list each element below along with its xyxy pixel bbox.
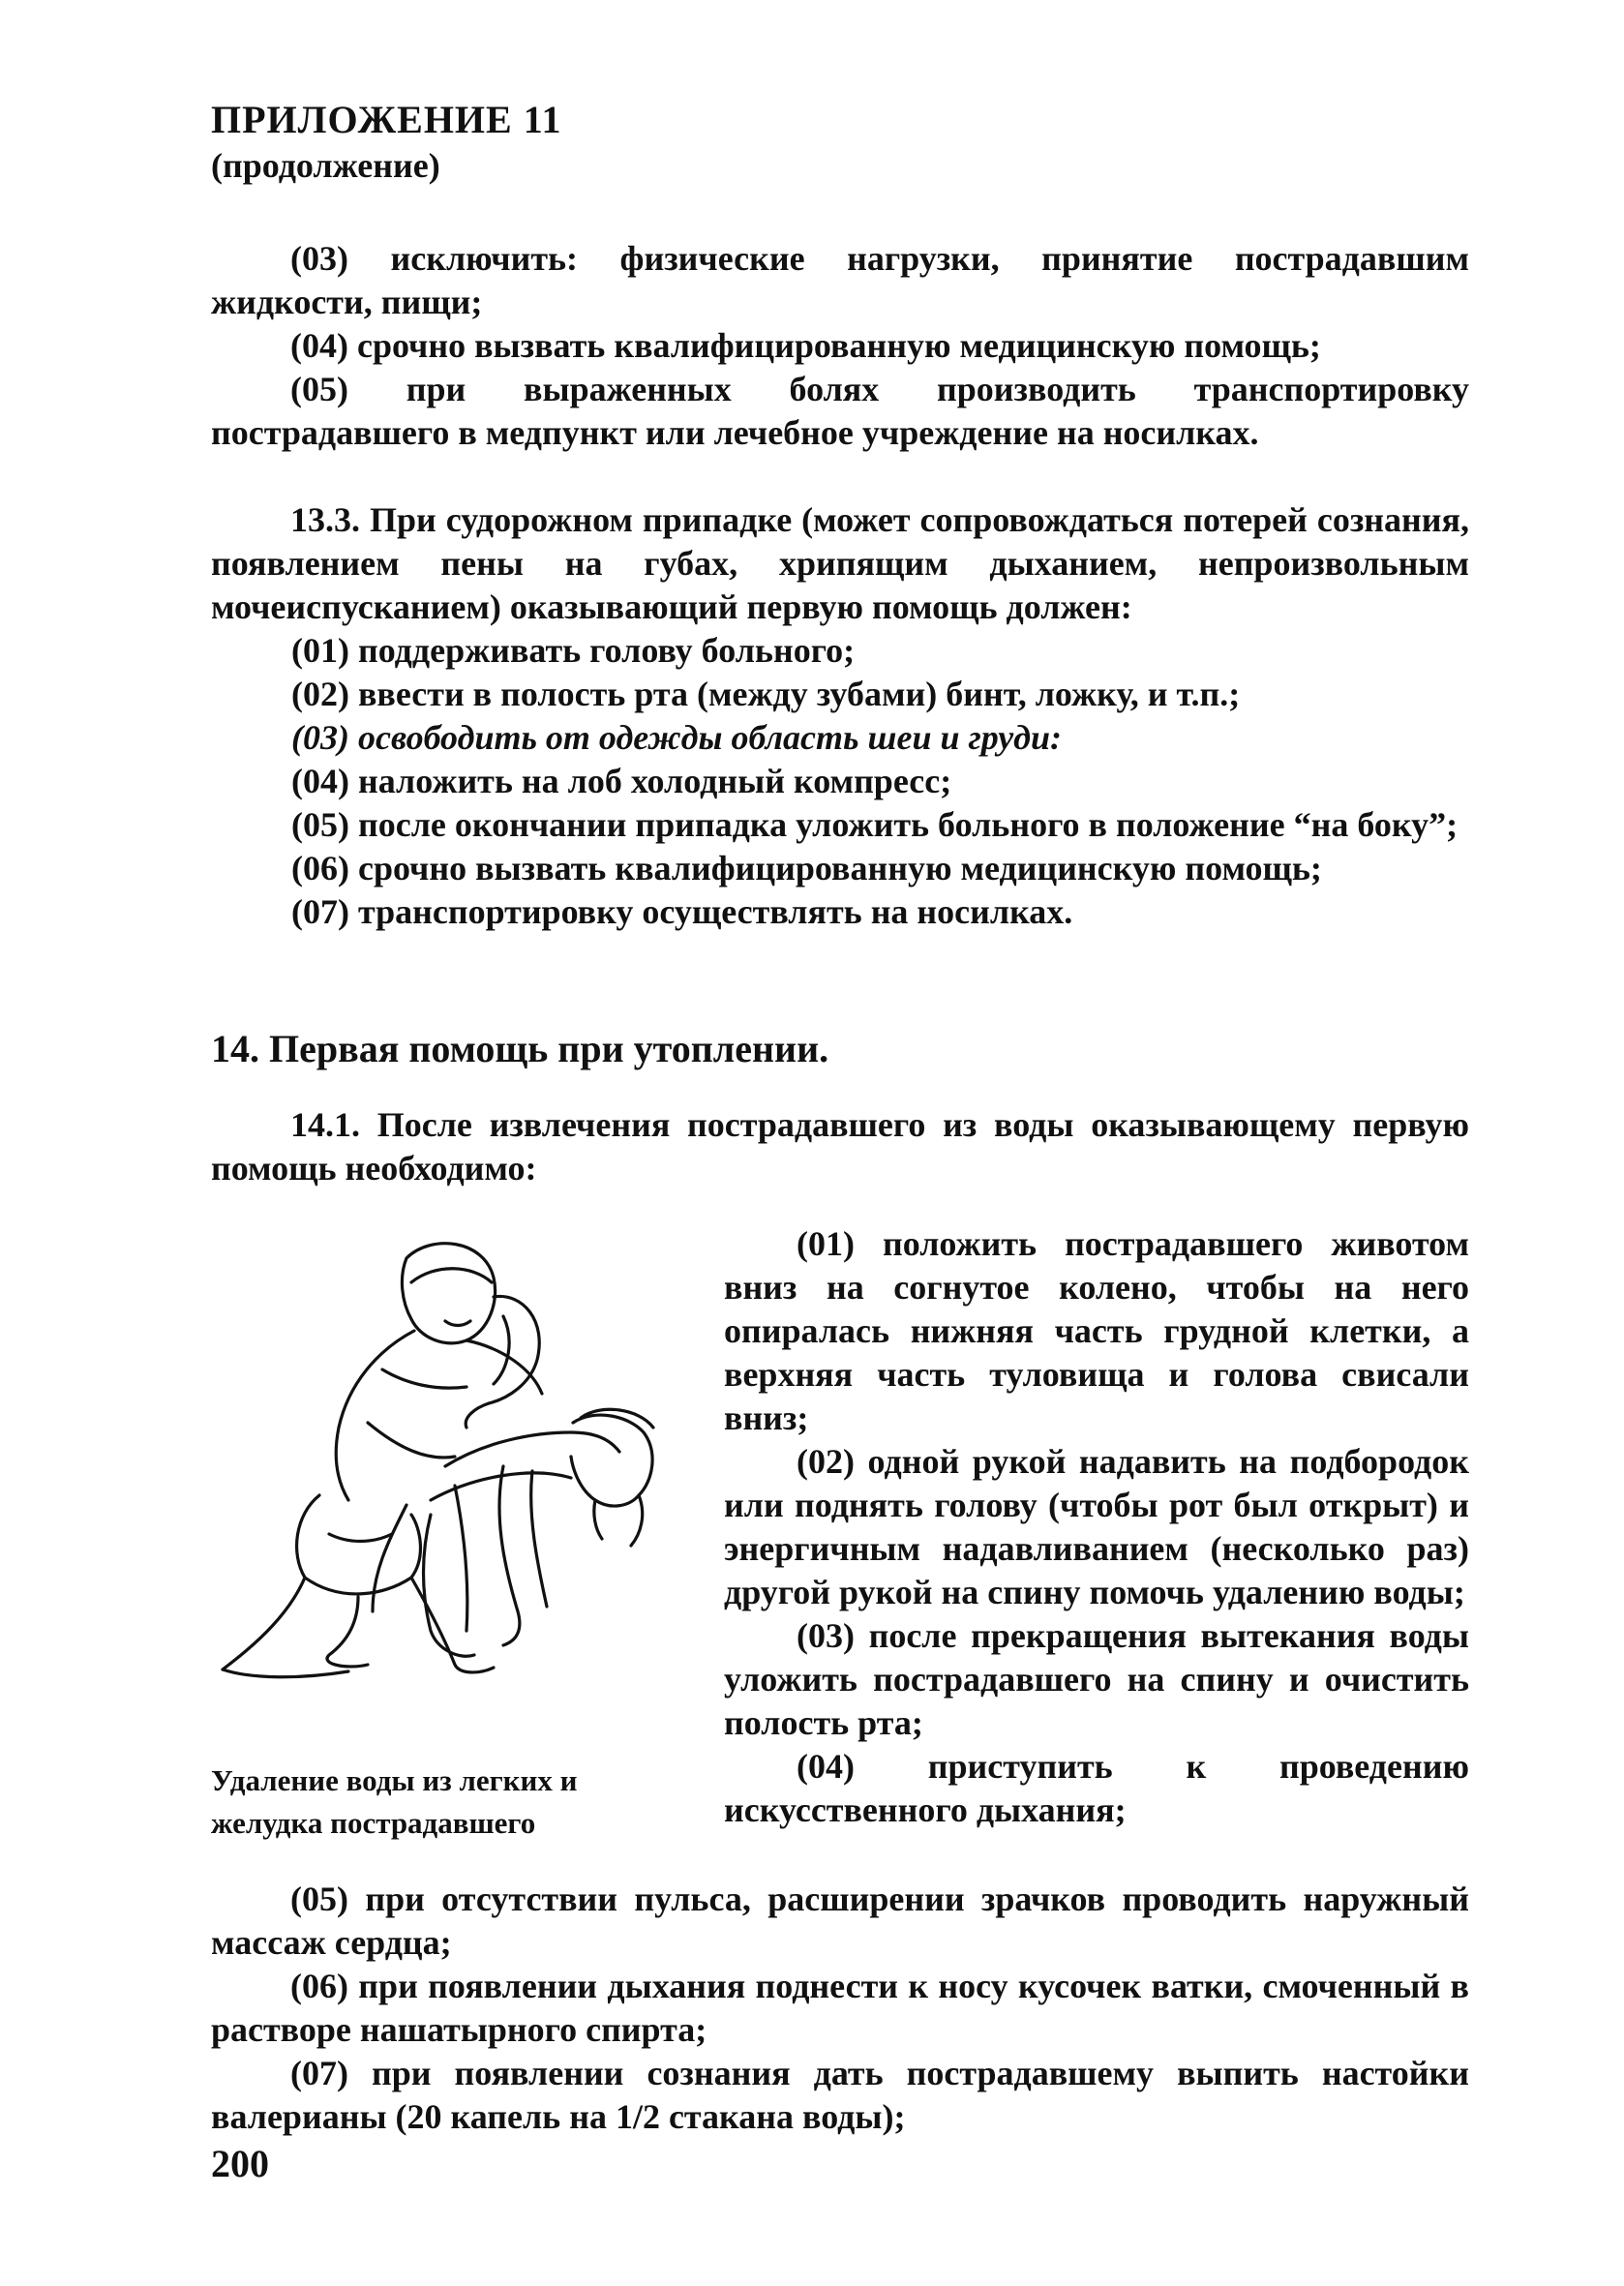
- section-14-heading: 14. Первая помощь при утоплении.: [211, 1027, 829, 1070]
- continued-items-block: [211, 237, 1469, 455]
- list-item: (01) положить пострадавшего животом вниз на согнутое колено, чтобы на него опиралась нижняя часть грудной клетки, а верхняя часть туловища и голова свисали вниз;: [724, 1224, 1469, 1437]
- list-item: (07) при появлении сознания дать пострадавшему выпить настойки валерианы (20 капель на 1/2 стакана воды);: [211, 2054, 1469, 2136]
- section-13-3: [211, 498, 1469, 934]
- list-item: (04) приступить к проведению искусственного дыхания;: [724, 1747, 1469, 1829]
- list-item: (02) ввести в полость рта (между зубами) бинт, ложку, и т.п.;: [291, 675, 1241, 713]
- figure-caption: Удаление воды из легких и желудка пострадавшего: [211, 1763, 578, 1840]
- appendix-subtitle: (продолжение): [211, 146, 440, 185]
- list-item: (07) транспортировку осуществлять на носилках.: [291, 892, 1073, 931]
- list-item: (06) срочно вызвать квалифицированную медицинскую помощь;: [291, 849, 1322, 887]
- list-item: (01) поддерживать голову больного;: [291, 631, 856, 670]
- section-14-1-intro-block: [211, 1103, 1469, 1190]
- section-14-1-right-list: [724, 1222, 1469, 1832]
- section-14-1-intro: 14.1. После извлечения пострадавшего из воды оказывающему первую помощь необходимо:: [211, 1105, 1469, 1188]
- list-item: (05) после окончании припадка уложить больного в положение “на боку”;: [291, 805, 1459, 844]
- continued-item-03: (03) исключить: физические нагрузки, принятие пострадавшим жидкости, пищи;: [211, 239, 1469, 321]
- list-item: (03) после прекращения вытекания воды уложить пострадавшего на спину и очистить полость рта;: [724, 1616, 1469, 1742]
- list-item: (05) при отсутствии пульса, расширении зрачков проводить наружный массаж сердца;: [211, 1880, 1469, 1962]
- continued-item-04: (04) срочно вызвать квалифицированную медицинскую помощь;: [290, 326, 1321, 365]
- list-item: (04) наложить на лоб холодный компресс;: [291, 762, 952, 800]
- section-14-1-bottom-list: [211, 1878, 1469, 2139]
- continued-item-05: (05) при выраженных болях производить транспортировку пострадавшего в медпункт или лечебное учреждение на носилках.: [211, 370, 1469, 452]
- page-number: 200: [211, 2142, 269, 2185]
- appendix-title: ПРИЛОЖЕНИЕ 11: [211, 98, 562, 141]
- section-13-3-list: [211, 629, 1469, 934]
- drowning-rescue-illustration: [213, 1224, 668, 1708]
- section-13-3-intro: 13.3. При судорожном припадке (может сопровождаться потерей сознания, появлением пены на губах, хрипящим дыханием, непроизвольным мочеиспусканием) оказывающий первую помощь должен:: [211, 500, 1469, 626]
- list-item: (06) при появлении дыхания поднести к носу кусочек ватки, смоченный в растворе нашатырного спирта;: [211, 1967, 1469, 2049]
- list-item: (03) освободить от одежды область шеи и груди:: [291, 718, 1063, 757]
- list-item: (02) одной рукой надавить на подбородок или поднять голову (чтобы рот был открыт) и энергичным надавливанием (несколько раз) другой рукой на спину помочь удалению воды;: [724, 1442, 1469, 1611]
